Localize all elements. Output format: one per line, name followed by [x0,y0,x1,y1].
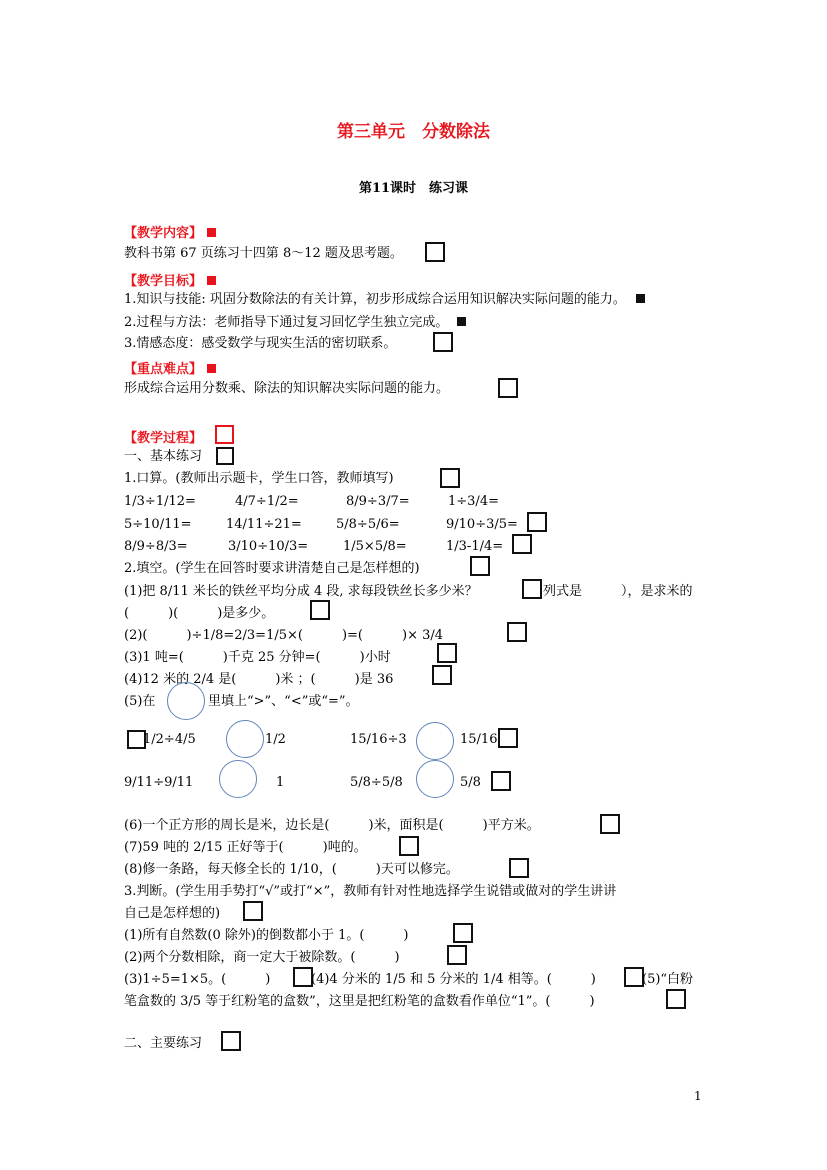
judge-2: (2)两个分数相除，商一定大于被除数。( ) [124,950,400,965]
compare-left: 9/11÷9/11 [124,775,194,790]
page-title: 第三单元 分数除法 [337,122,490,142]
checkbox-square[interactable] [243,901,263,921]
compare-right: 1/2 [265,732,286,747]
oral-item: 4/7÷1/2= [235,494,299,509]
checkbox-square[interactable] [221,1031,241,1051]
oral-item: 14/11÷21= [226,517,302,532]
bullet-icon [457,317,466,326]
checkbox-square[interactable] [399,836,419,856]
checkbox-square[interactable] [624,967,644,987]
bullet-icon [207,364,216,373]
checkbox-square[interactable] [216,447,234,465]
goal-1-text: 1.知识与技能: 巩固分数除法的有关计算，初步形成综合运用知识解决实际问题的能力。 [124,292,626,307]
fill-5b: 里填上“>”、“<”或“=”。 [208,694,359,709]
goal-3: 3.情感态度：感受数学与现实生活的密切联系。 [124,336,397,351]
checkbox-square[interactable] [509,858,529,878]
process-heading: 【教学过程】 [124,431,203,446]
checkbox-square[interactable] [432,665,452,685]
checkbox-square[interactable] [447,945,467,965]
goal-2 [124,315,466,331]
compare-circle[interactable] [167,682,205,720]
fill-6: (6)一个正方形的周长是米，边长是( )米，面积是( )平方米。 [124,818,540,833]
oral-item: 8/9÷3/7= [346,494,410,509]
checkbox-square[interactable] [600,814,620,834]
checkbox-square[interactable] [527,512,547,532]
fill-3: (3)1 吨=( )千克 25 分钟=( )小时 [124,650,391,665]
compare-left: 5/8÷5/8 [350,775,403,790]
content-heading [124,222,216,241]
oral-title: 1.口算。(教师出示题卡，学生口答，教师填写) [124,471,394,486]
oral-item: 1/3-1/4= [446,539,504,554]
compare-left: 1/2÷4/5 [143,732,196,747]
goal-1 [124,292,645,308]
goal-heading-text: 【教学目标】 [124,274,203,289]
key-heading [124,358,216,377]
key-text: 形成综合运用分数乘、除法的知识解决实际问题的能力。 [124,381,450,396]
checkbox-square[interactable] [453,923,473,943]
fill-1a: (1)把 8/11 米长的铁丝平均分成 4 段, 求每段铁丝长多少米？ [124,584,478,599]
bullet-icon [207,228,216,237]
fill-8: (8)修一条路，每天修全长的 1/10，( )天可以修完。 [124,862,459,877]
oral-item: 5/8÷5/6= [336,517,400,532]
fill-title: 2.填空。(学生在回答时要求讲清楚自己是怎样想的) [124,561,420,576]
compare-right: 5/8 [460,775,481,790]
judge-5a: (5)“白粉 [642,972,694,987]
page-number: 1 [694,1089,702,1103]
content-text: 教科书第 67 页练习十四第 8～12 题及思考题。 [124,246,403,261]
checkbox-square[interactable] [215,425,234,444]
bullet-icon [207,276,216,285]
judge-title: 3.判断。(学生用手势打“√”或打“×”，教师有针对性地选择学生说错或做对的学生讲讲 [124,884,617,899]
checkbox-square[interactable] [491,771,511,791]
lesson-subtitle: 第11课时 练习课 [358,181,469,196]
compare-left: 15/16÷3 [350,732,407,747]
compare-circle[interactable] [416,760,454,798]
goal-2-text: 2.过程与方法：老师指导下通过复习回忆学生独立完成。 [124,315,449,330]
oral-item: 1/3÷1/12= [124,494,196,509]
bullet-icon [636,294,645,303]
judge-1: (1)所有自然数(0 除外)的倒数都小于 1。( ) [124,928,409,943]
oral-item: 9/10÷3/5= [446,517,518,532]
oral-item: 3/10÷10/3= [228,539,309,554]
fill-1b: 列式是 ），是求米的 [543,584,693,599]
compare-right: 1 [276,775,285,790]
checkbox-square[interactable] [440,468,460,488]
checkbox-square[interactable] [512,534,532,554]
judge-3: (3)1÷5=1×5。( ) [124,972,271,987]
checkbox-square[interactable] [310,600,330,620]
fill-4: (4)12 米的 2/4 是( )米 ；( )是 36 [124,672,394,687]
checkbox-square[interactable] [498,378,518,398]
goal-heading [124,270,216,289]
judge-title-2: 自己是怎样想的) [124,906,221,921]
checkbox-square[interactable] [425,242,445,262]
checkbox-square[interactable] [498,728,518,748]
content-heading-text: 【教学内容】 [124,226,203,241]
checkbox-square[interactable] [470,556,490,576]
checkbox-square[interactable] [433,332,453,352]
oral-item: 1÷3/4= [448,494,499,509]
basic-heading: 一、基本练习 [124,449,203,464]
judge-4: (4)4 分米的 1/5 和 5 分米的 1/4 相等。( ) [311,972,596,987]
fill-5a: (5)在 [124,694,156,709]
checkbox-square[interactable] [522,579,542,599]
oral-item: 8/9÷8/3= [124,539,188,554]
oral-item: 5÷10/11= [124,517,192,532]
compare-circle[interactable] [226,720,264,758]
key-heading-text: 【重点难点】 [124,362,203,377]
compare-circle[interactable] [416,722,454,760]
compare-circle[interactable] [219,760,257,798]
judge-5b: 笔盒数的 3/5 等于红粉笔的盒数”，这里是把红粉笔的盒数看作单位“1”。( ) [124,994,595,1009]
oral-item: 1/5×5/8= [343,539,407,554]
fill-7: (7)59 吨的 2/15 正好等于( )吨的。 [124,840,367,855]
fill-1c: ( )( )是多少。 [124,606,275,621]
checkbox-square[interactable] [666,989,686,1009]
checkbox-square[interactable] [293,967,313,987]
checkbox-square[interactable] [437,643,457,663]
checkbox-square[interactable] [507,622,527,642]
main-heading: 二、主要练习 [124,1036,203,1051]
compare-right: 15/16 [460,732,498,747]
fill-2: (2)( )÷1/8=2/3=1/5×( )=( )× 3/4 [124,628,444,643]
